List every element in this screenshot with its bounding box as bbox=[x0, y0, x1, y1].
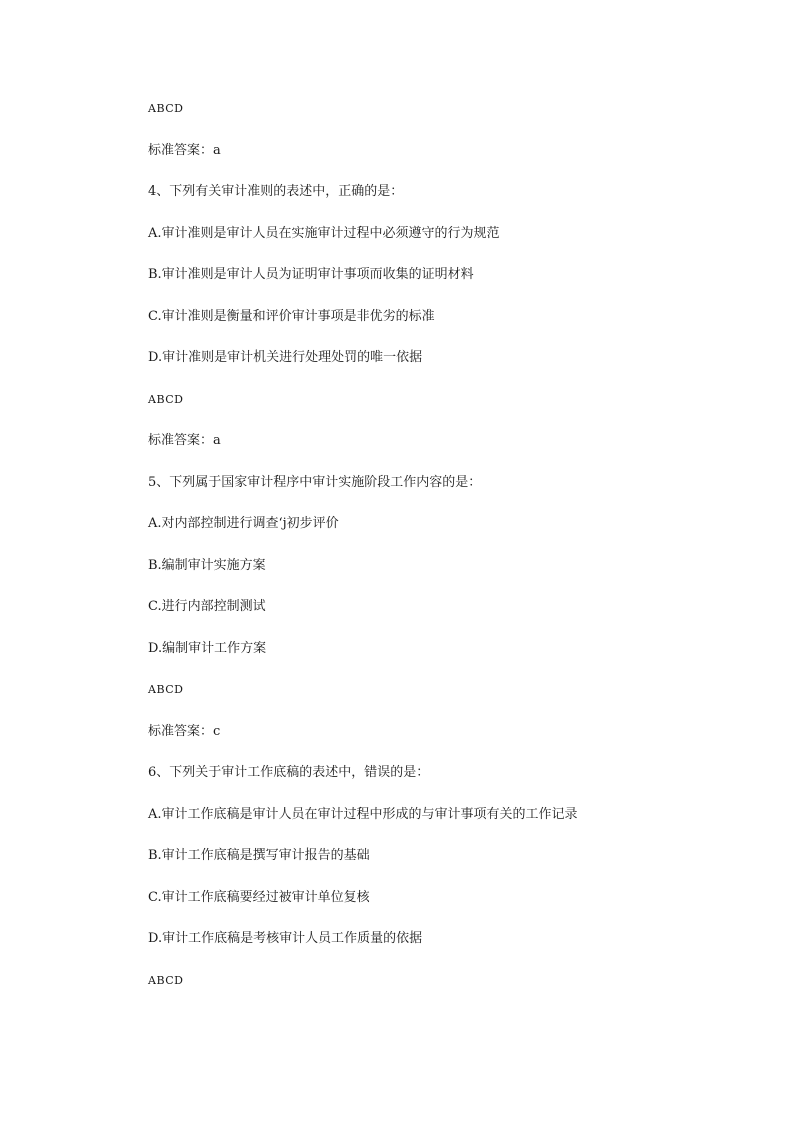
question-5-choice-d: D.编制审计工作方案 bbox=[148, 640, 267, 656]
answer-options: ABCD bbox=[148, 683, 184, 696]
question-6: 6、下列关于审计工作底稿的表述中，错误的是： bbox=[148, 765, 430, 780]
question-5-choice-a: A.对内部控制进行调查‘j初步评价 bbox=[148, 516, 339, 531]
question-6-choice-b: B.审计工作底稿是撰写审计报告的基础 bbox=[148, 848, 370, 863]
question-4-choice-a: A.审计准则是审计人员在实施审计过程中必须遵守的行为规范 bbox=[148, 225, 500, 241]
question-6-choice-c: C.审计工作底稿要经过被审计单位复核 bbox=[148, 889, 370, 905]
question-4-choice-d: D.审计准则是审计机关进行处理处罚的唯一依据 bbox=[148, 350, 423, 365]
question-6-choice-d: D.审计工作底稿是考核审计人员工作质量的依据 bbox=[148, 931, 423, 946]
question-4-choice-b: B.审计准则是审计人员为证明审计事项而收集的证明材料 bbox=[148, 267, 474, 282]
question-4: 4、下列有关审计准则的表述中，正确的是： bbox=[148, 184, 404, 199]
question-5-choice-c: C.进行内部控制测试 bbox=[148, 599, 266, 614]
standard-answer: 标准答案：a bbox=[148, 433, 221, 448]
answer-options: ABCD bbox=[148, 102, 184, 115]
question-5-choice-b: B.编制审计实施方案 bbox=[148, 557, 266, 573]
answer-options: ABCD bbox=[148, 392, 184, 406]
question-4-choice-c: C.审计准则是衡量和评价审计事项是非优劣的标准 bbox=[148, 308, 435, 324]
standard-answer: 标准答案：c bbox=[148, 723, 221, 739]
document-page bbox=[148, 100, 748, 1013]
question-5: 5、下列属于国家审计程序中审计实施阶段工作内容的是： bbox=[148, 474, 482, 490]
answer-options: ABCD bbox=[148, 973, 184, 987]
standard-answer: 标准答案：a bbox=[148, 142, 221, 158]
question-6-choice-a: A.审计工作底稿是审计人员在审计过程中形成的与审计事项有关的工作记录 bbox=[148, 806, 578, 822]
